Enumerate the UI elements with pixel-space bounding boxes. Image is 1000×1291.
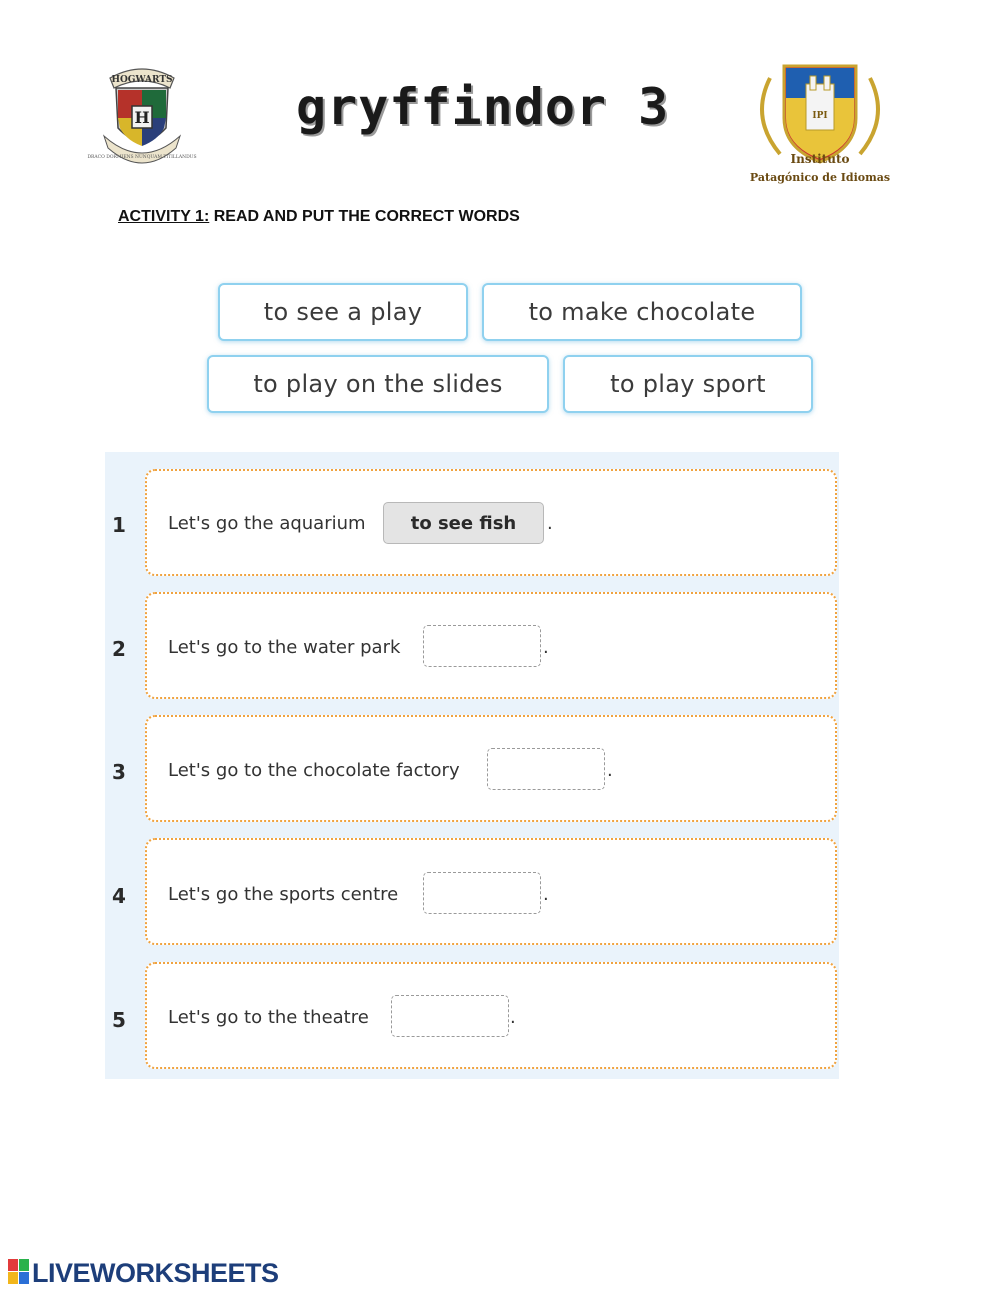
- exercise-number: 2: [112, 637, 126, 661]
- liveworksheets-brand[interactable]: LIVEWORKSHEETS: [32, 1258, 279, 1288]
- sentence-period: .: [607, 760, 613, 781]
- answer-drop-zone-2[interactable]: [423, 625, 541, 667]
- page-title: gryffindor 3: [296, 78, 670, 136]
- exercise-sentence: Let's go to the theatre: [168, 1007, 369, 1028]
- crest-motto: DRACO DORMIENS NUNQUAM TITILLANDUS: [87, 155, 197, 160]
- answer-drop-zone-4[interactable]: [423, 872, 541, 914]
- activity-instruction: READ AND PUT THE CORRECT WORDS: [209, 208, 520, 225]
- activity-label: ACTIVITY 1:: [118, 208, 210, 225]
- sentence-period: .: [547, 513, 553, 534]
- exercise-number: 5: [112, 1008, 126, 1032]
- liveworksheets-icon: [8, 1259, 30, 1285]
- answer-drop-zone-1[interactable]: to see fish: [383, 502, 544, 544]
- hogwarts-crest-logo: [87, 58, 197, 170]
- word-chip-see-a-play[interactable]: to see a play: [218, 283, 468, 341]
- word-chip-play-sport[interactable]: to play sport: [563, 355, 813, 413]
- exercise-sentence: Let's go to the chocolate factory: [168, 760, 460, 781]
- crest-letter: H: [134, 108, 150, 127]
- exercise-number: 1: [112, 513, 126, 537]
- exercise-sentence: Let's go the aquarium: [168, 513, 366, 534]
- sentence-period: .: [543, 637, 549, 658]
- answer-drop-zone-5[interactable]: [391, 995, 509, 1037]
- institute-logo: [740, 58, 900, 198]
- crest-banner-text: HOGWARTS: [111, 75, 173, 85]
- exercise-number: 4: [112, 884, 126, 908]
- sentence-period: .: [510, 1007, 516, 1028]
- institute-name-line2: Patagónico de Idiomas: [749, 171, 891, 184]
- answer-drop-zone-3[interactable]: [487, 748, 605, 790]
- exercise-sentence: Let's go the sports centre: [168, 884, 399, 905]
- institute-name-line1: Instituto: [790, 152, 850, 166]
- word-chip-make-chocolate[interactable]: to make chocolate: [482, 283, 802, 341]
- sentence-period: .: [543, 884, 549, 905]
- exercise-sentence: Let's go to the water park: [168, 637, 401, 658]
- word-chip-play-on-slides[interactable]: to play on the slides: [207, 355, 549, 413]
- activity-heading: [118, 208, 520, 226]
- exercise-number: 3: [112, 760, 126, 784]
- institute-mark: IPI: [812, 111, 828, 121]
